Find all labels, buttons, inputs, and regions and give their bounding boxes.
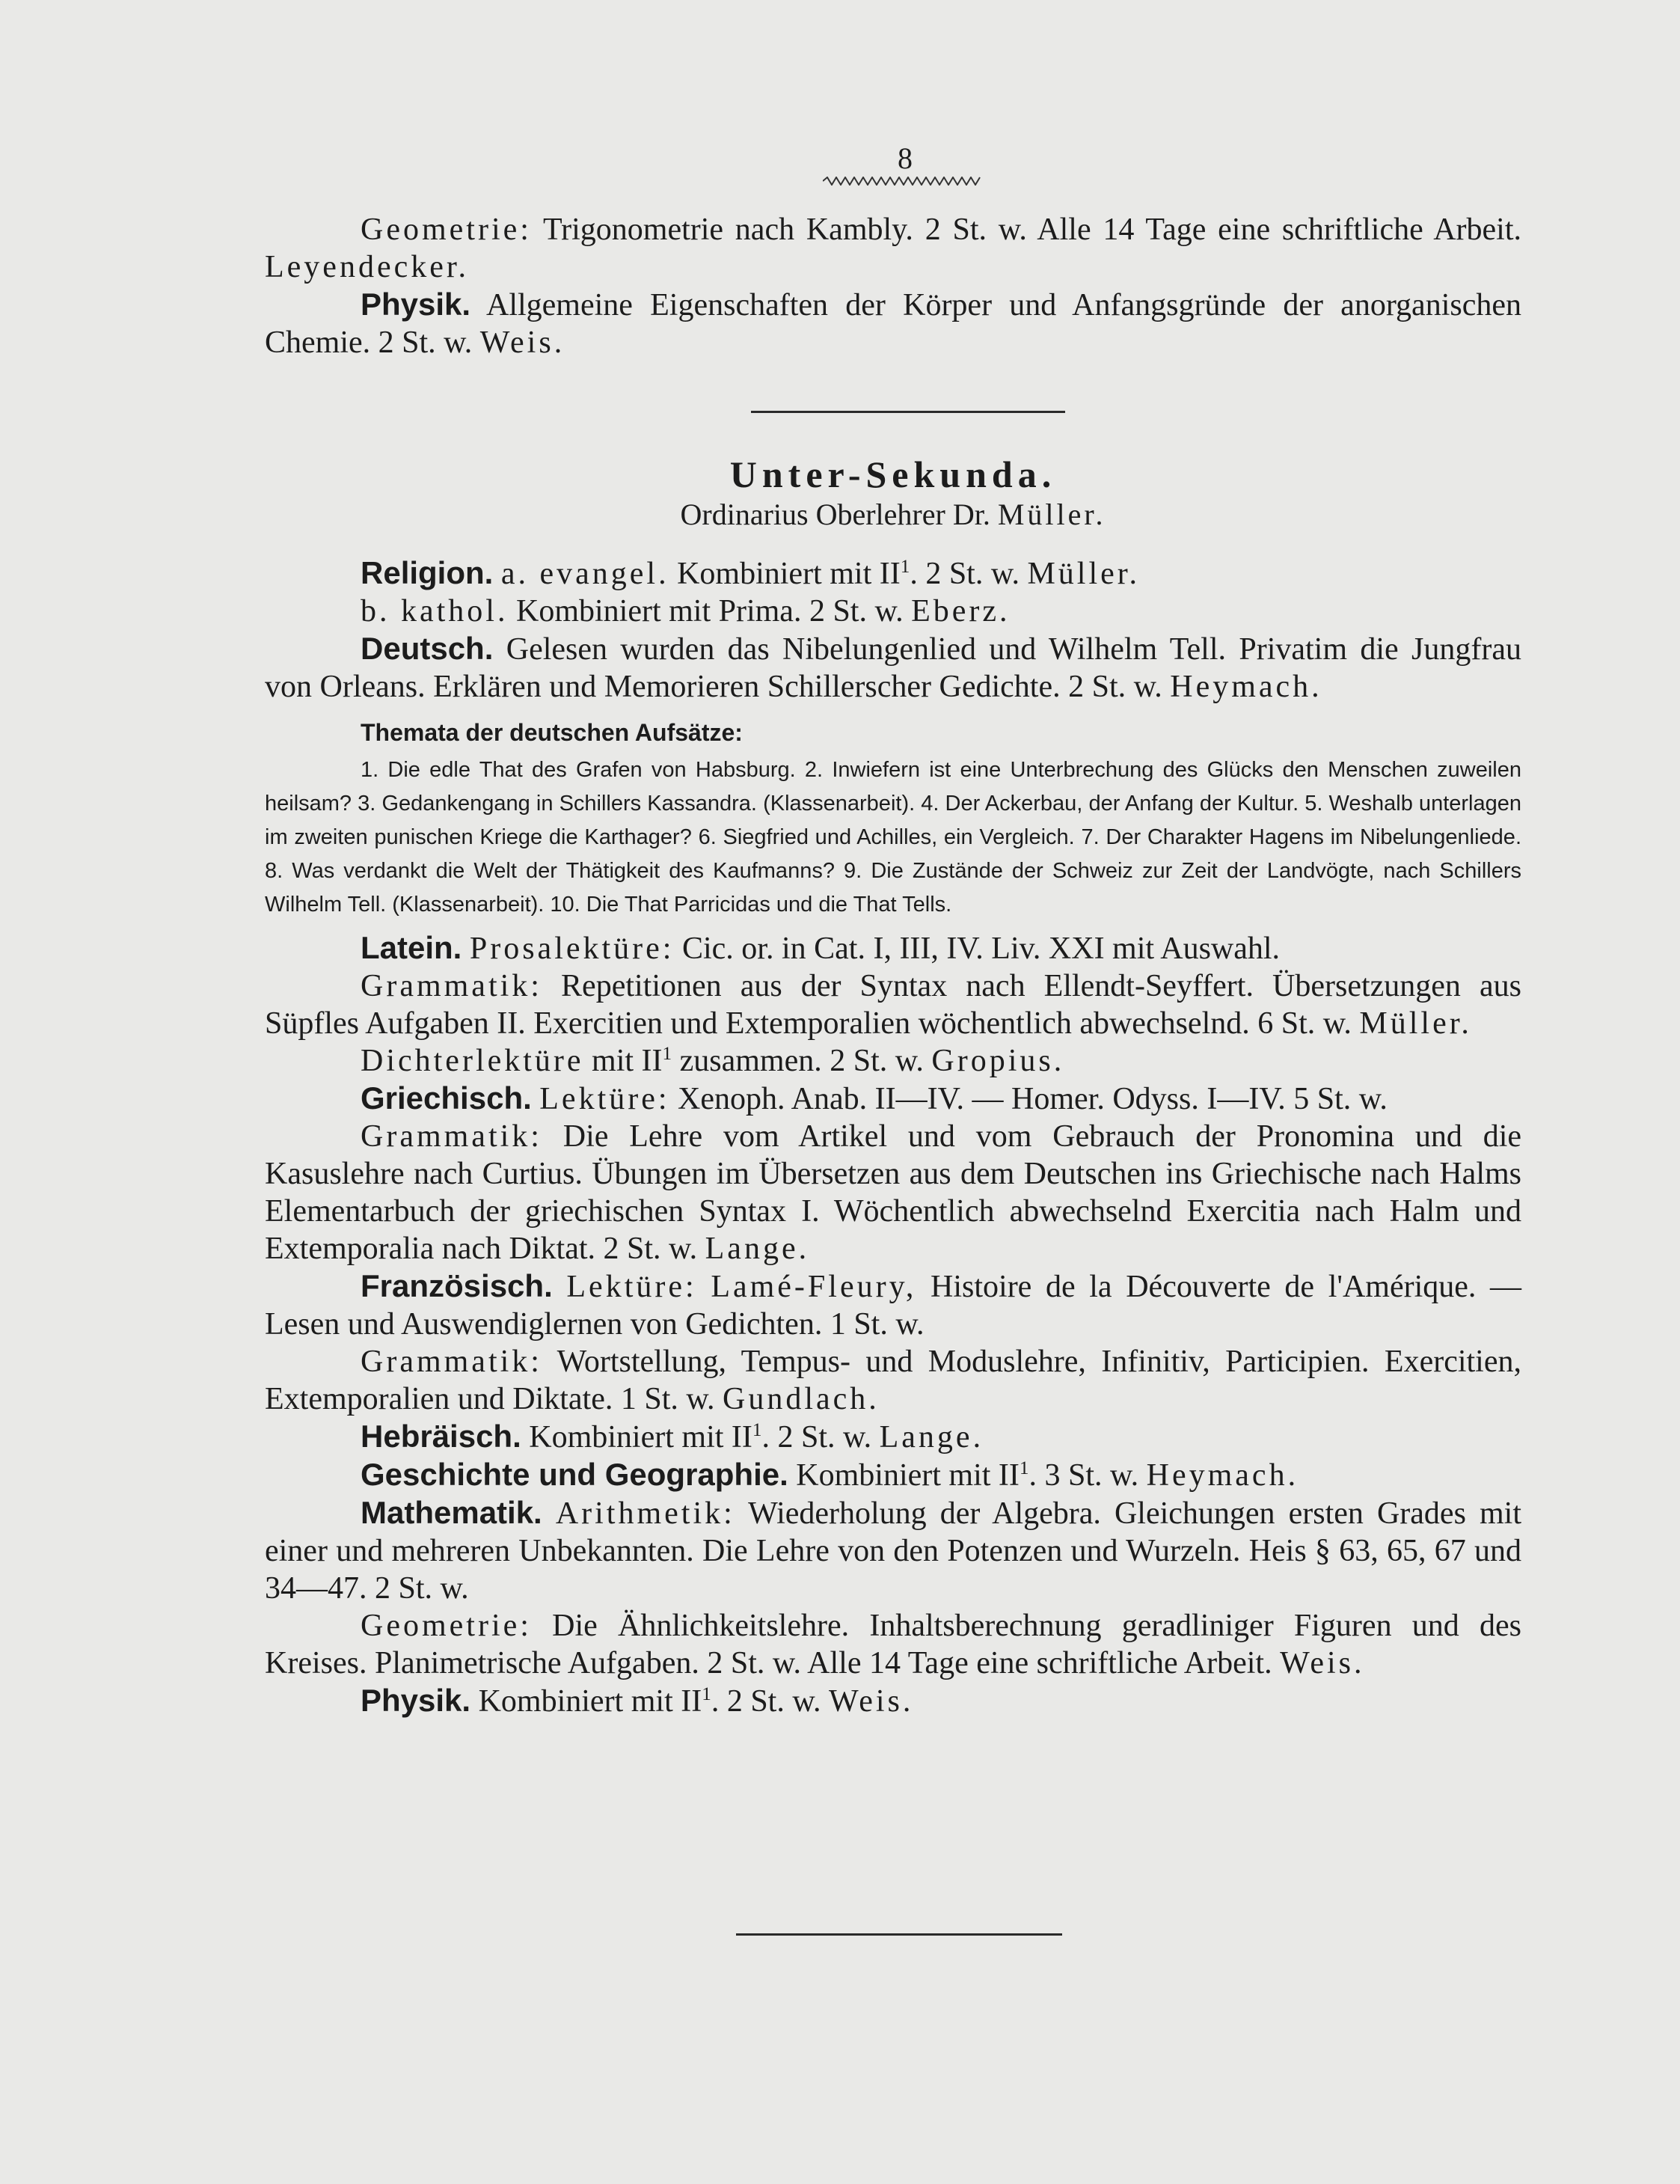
section-divider-bottom [736, 1933, 1062, 1936]
franzoesisch-grammatik-paragraph [265, 1343, 1521, 1418]
geschichte-teacher: Heymach. [1146, 1458, 1299, 1493]
latein-prosa-label: Prosalektüre: [469, 932, 675, 966]
ordinarius-name: Müller. [997, 498, 1106, 531]
deutsch-teacher: Heymach. [1170, 670, 1322, 704]
griechisch-lektuere-text: Xenoph. Anab. II—IV. — Homer. Odyss. I—IV. 5 St. w. [678, 1082, 1388, 1116]
religion-heading: Religion. [361, 555, 494, 590]
geometrie-text: Trigonometrie nach Kambly. 2 St. w. Alle 14 Tage eine schriftliche Arbeit. [542, 212, 1521, 247]
franzoesisch-grammatik-teacher: Gundlach. [723, 1382, 880, 1416]
griechisch-grammatik-paragraph [265, 1118, 1521, 1267]
ordinarius-text: Ordinarius Oberlehrer Dr. [680, 498, 990, 531]
hebraeisch-heading: Hebräisch. [361, 1419, 521, 1454]
mathematik-geometrie-label: Geometrie: [361, 1609, 532, 1643]
griechisch-lektuere-paragraph [265, 1080, 1521, 1118]
geometrie-paragraph [265, 211, 1521, 286]
mathematik-geometrie-teacher: Weis. [1280, 1646, 1365, 1680]
section-header [265, 452, 1521, 533]
geometrie-teacher: Leyendecker. [265, 250, 470, 284]
main-content [265, 554, 1521, 1720]
top-block [265, 211, 1521, 361]
griechisch-grammatik-teacher: Lange. [705, 1232, 810, 1266]
page-number: 8 [898, 141, 913, 175]
franzoesisch-lektuere-text: Histoire de la Découverte de l'Amérique. — Lesen und Auswendiglernen von Gedichten. 1 St. w. [265, 1270, 1522, 1342]
geschichte-text: Kombiniert mit $II^1$. 3 St. w. [796, 1458, 1139, 1493]
latein-grammatik-paragraph [265, 967, 1521, 1042]
physik-heading: Physik. [361, 287, 471, 322]
religion-a-teacher: Müller. [1027, 557, 1140, 591]
religion-b-paragraph [265, 593, 1521, 630]
franzoesisch-heading: Französisch. [361, 1268, 553, 1303]
section-title: Unter-Sekunda. [729, 453, 1057, 495]
latein-grammatik-teacher: Müller. [1359, 1006, 1472, 1041]
griechisch-heading: Griechisch. [361, 1080, 532, 1116]
mathematik-arithmetik-label: Arithmetik: [555, 1496, 735, 1531]
themata-heading: Themata der deutschen Aufsätze: [361, 719, 743, 746]
latein-prosa-text: Cic. or. in Cat. I, III, IV. Liv. XXI mit Auswahl. [681, 932, 1281, 966]
geometrie-label: Geometrie: [361, 212, 532, 247]
franzoesisch-grammatik-text: Wortstellung, Tempus- und Moduslehre, Infinitiv, Participien. Exercitien, Extemporalien und Diktate. 1 St. w. [265, 1345, 1521, 1416]
griechisch-lektuere-label: Lektüre: [539, 1082, 670, 1116]
mathematik-arithmetik-paragraph [265, 1494, 1521, 1607]
religion-a-paragraph [265, 554, 1521, 593]
hebraeisch-paragraph [265, 1418, 1521, 1456]
latein-grammatik-text: Repetitionen aus der Syntax nach Ellendt-Seyffert. Übersetzungen aus Süpfles Aufgaben II. Exercitien und Extemporalien wöchentlich abwechselnd. 6 St. w. [265, 969, 1521, 1041]
physik-text: Allgemeine Eigenschaften der Körper und Anfangsgründe der anorganischen Chemie. 2 St. w. [265, 288, 1521, 360]
physik2-teacher: Weis. [828, 1684, 914, 1719]
physik-paragraph [265, 286, 1521, 361]
latein-dichter-teacher: Gropius. [931, 1044, 1065, 1078]
latein-grammatik-label: Grammatik: [361, 969, 542, 1003]
religion-a-label: a. evangel. [500, 557, 669, 591]
latein-dichter-text: mit $II^1$ zusammen. 2 St. w. [592, 1044, 924, 1078]
physik2-paragraph [265, 1682, 1521, 1720]
religion-b-label: b. kathol. [361, 594, 509, 628]
geschichte-paragraph [265, 1456, 1521, 1494]
religion-a-text: Kombiniert mit $II^1$. 2 St. w. [677, 557, 1020, 591]
mathematik-arithmetik-text: Wiederholung der Algebra. Gleichungen ersten Grades mit einer und mehreren Unbekannten. Die Lehre von den Potenzen und Wurzeln. Heis § 63, 65, 67 und 34—47. 2 St. w. [265, 1496, 1521, 1606]
hebraeisch-teacher: Lange. [879, 1420, 984, 1455]
physik-teacher: Weis. [479, 325, 565, 360]
geschichte-heading: Geschichte und Geographie. [361, 1457, 788, 1492]
griechisch-grammatik-text: Die Lehre vom Artikel und vom Gebrauch der Pronomina und die Kasuslehre nach Curtius. Übungen im Übersetzen aus dem Deutschen ins Griechische nach Halms Elementarbuch der griechischen Syntax I. Wöchentlich abwechselnd Exercitia nach Halm und Extemporalia nach Diktat. 2 St. w. [265, 1119, 1522, 1266]
religion-b-text: Kombiniert mit Prima. 2 St. w. [515, 594, 904, 628]
latein-dichter-paragraph [265, 1042, 1521, 1080]
franzoesisch-grammatik-label: Grammatik: [361, 1345, 542, 1379]
franzoesisch-author: Lamé-Fleury, [711, 1270, 917, 1304]
deutsch-paragraph [265, 630, 1521, 706]
franzoesisch-lektuere-paragraph [265, 1267, 1521, 1343]
griechisch-grammatik-label: Grammatik: [361, 1119, 542, 1154]
physik2-heading: Physik. [361, 1683, 471, 1718]
religion-b-teacher: Eberz. [911, 594, 1011, 628]
physik2-text: Kombiniert mit $II^1$. 2 St. w. [478, 1684, 821, 1719]
mathematik-heading: Mathematik. [361, 1495, 542, 1530]
latein-heading: Latein. [361, 930, 462, 965]
hebraeisch-text: Kombiniert mit $II^1$. 2 St. w. [529, 1420, 872, 1455]
deutsch-heading: Deutsch. [361, 631, 494, 666]
ornament-squiggle [823, 177, 987, 186]
deutsch-text: Gelesen wurden das Nibelungenlied und Wilhelm Tell. Privatim die Jungfrau von Orleans. Erklären und Memorieren Schillerscher Gedichte. 2 St. w. [265, 632, 1521, 704]
latein-dichter-label: Dichterlektüre [361, 1044, 584, 1078]
mathematik-geometrie-text: Die Ähnlichkeitslehre. Inhaltsberechnung geradliniger Figuren und des Kreises. Planimetrische Aufgaben. 2 St. w. Alle 14 Tage eine schriftliche Arbeit. [265, 1609, 1522, 1680]
latein-prosa-paragraph [265, 929, 1521, 967]
ordinarius-line [265, 497, 1521, 533]
themata-list: 1. Die edle That des Grafen von Habsburg. 2. Inwiefern ist eine Unterbrechung des Glücks den Menschen zuweilen heilsam? 3. Gedankengang in Schillers Kassandra. (Klassenarbeit). 4. Der Ackerbau, der Anfang der Kultur. 5. Weshalb unterlagen im zweiten punischen Kriege die Karthager? 6. Siegfried und Achilles, ein Vergleich. 7. Der Charakter Hagens im Nibelungenliede. 8. Was verdankt die Welt der Thätigkeit des Kaufmanns? 9. Die Zustände der Schweiz zur Zeit der Landvögte, nach Schillers Wilhelm Tell. (Klassenarbeit). 10. Die That Parricidas und die That Tells. [265, 758, 1521, 917]
section-divider-top [751, 411, 1065, 413]
franzoesisch-lektuere-label: Lektüre: [566, 1270, 697, 1304]
mathematik-geometrie-paragraph [265, 1607, 1521, 1682]
